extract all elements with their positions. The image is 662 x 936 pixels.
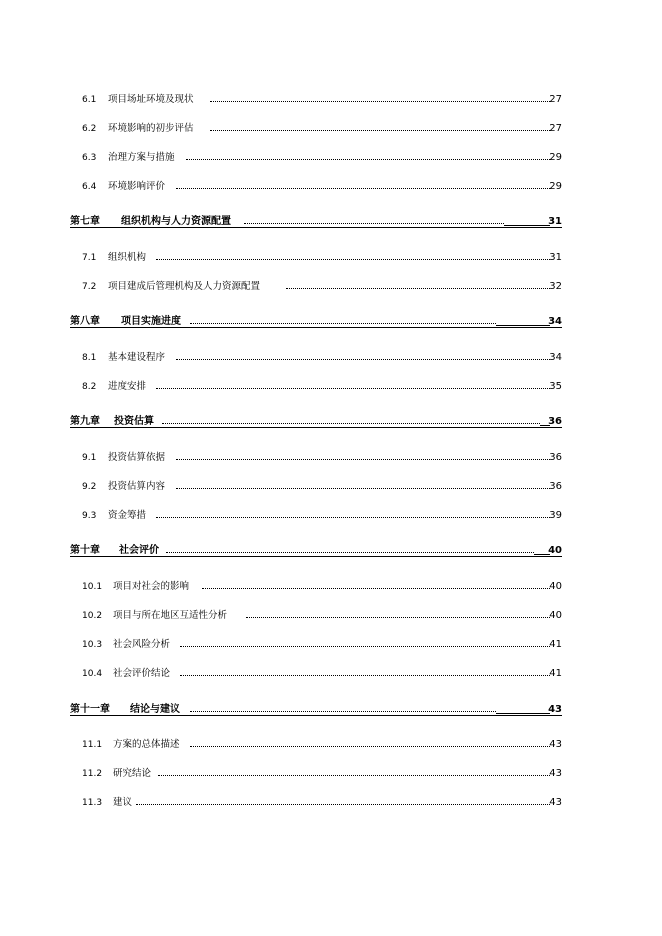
toc-entry-title: 投资估算依据: [108, 452, 166, 463]
toc-entry-title: 方案的总体描述: [113, 739, 180, 750]
dot-leader: [186, 159, 550, 160]
toc-entry-number: 6.2: [82, 124, 97, 134]
leader-rule: [504, 225, 550, 226]
dot-leader: [166, 552, 534, 553]
toc-entry-title: 治理方案与措施: [108, 152, 175, 163]
toc-entry-10-2[interactable]: [0, 609, 662, 623]
toc-entry-number: 11.3: [82, 798, 103, 808]
toc-entry-page: 31: [549, 252, 562, 263]
toc-entry-9-2[interactable]: [0, 480, 662, 494]
toc-entry-number: 11.2: [82, 769, 103, 779]
toc-entry-page: 27: [549, 94, 562, 105]
toc-entry-page: 29: [549, 152, 562, 163]
dot-leader: [190, 323, 496, 324]
toc-entry-title: 项目与所在地区互适性分析: [113, 610, 228, 621]
toc-entry-6-2[interactable]: [0, 122, 662, 136]
toc-entry-number: 9.2: [82, 482, 97, 492]
toc-entry-number: 10.1: [82, 582, 103, 592]
dot-leader: [176, 188, 550, 189]
toc-chapter-title: 社会评价: [119, 545, 159, 556]
toc-entry-6-1[interactable]: [0, 93, 662, 107]
toc-entry-page: 43: [549, 797, 562, 808]
leader-rule: [496, 713, 550, 714]
dot-leader: [202, 588, 550, 589]
toc-chapter-title: 结论与建议: [130, 704, 180, 715]
toc-chapter-number: 第十章: [70, 545, 100, 556]
toc-chapter-number: 第八章: [70, 316, 100, 327]
leader-rule: [496, 325, 550, 326]
toc-entry-number: 6.4: [82, 182, 97, 192]
toc-entry-8-2[interactable]: [0, 380, 662, 394]
dot-leader: [156, 259, 550, 260]
toc-entry-title: 社会风险分析: [113, 639, 171, 650]
toc-entry-10-3[interactable]: [0, 638, 662, 652]
toc-entry-page: 27: [549, 123, 562, 134]
toc-entry-number: 7.2: [82, 282, 97, 292]
toc-entry-page: 43: [549, 739, 562, 750]
toc-entry-number: 8.2: [82, 382, 97, 392]
toc-entry-number: 6.3: [82, 153, 97, 163]
toc-chapter-page: 34: [548, 316, 562, 327]
dot-leader: [246, 617, 550, 618]
toc-chapter-title: 项目实施进度: [121, 316, 181, 327]
toc-chapter-page: 31: [548, 216, 562, 227]
toc-entry-page: 39: [549, 510, 562, 521]
toc-entry-number: 6.1: [82, 95, 97, 105]
toc-entry-page: 41: [549, 639, 562, 650]
toc-chapter-9[interactable]: [0, 415, 662, 429]
dot-leader: [156, 517, 550, 518]
dot-leader: [190, 746, 550, 747]
toc-entry-10-4[interactable]: [0, 667, 662, 681]
dot-leader: [190, 711, 496, 712]
dot-leader: [156, 388, 550, 389]
toc-entry-8-1[interactable]: [0, 351, 662, 365]
dot-leader: [176, 359, 550, 360]
chapter-underline: [70, 427, 562, 428]
toc-chapter-page: 43: [548, 704, 562, 715]
toc-entry-number: 8.1: [82, 353, 97, 363]
toc-entry-page: 32: [549, 281, 562, 292]
toc-entry-title: 基本建设程序: [108, 352, 166, 363]
toc-entry-page: 40: [549, 581, 562, 592]
toc-entry-number: 10.2: [82, 611, 103, 621]
toc-entry-page: 34: [549, 352, 562, 363]
toc-entry-number: 10.4: [82, 669, 103, 679]
toc-entry-9-3[interactable]: [0, 509, 662, 523]
toc-entry-7-2[interactable]: [0, 280, 662, 294]
dot-leader: [136, 804, 550, 805]
toc-chapter-number: 第七章: [70, 216, 100, 227]
toc-entry-title: 资金筹措: [108, 510, 147, 521]
toc-chapter-title: 组织机构与人力资源配置: [121, 216, 231, 227]
toc-entry-title: 研究结论: [113, 768, 152, 779]
dot-leader: [210, 101, 550, 102]
toc-chapter-10[interactable]: [0, 544, 662, 558]
toc-entry-number: 7.1: [82, 253, 97, 263]
chapter-underline: [70, 715, 562, 716]
toc-entry-number: 10.3: [82, 640, 103, 650]
toc-entry-title: 建议: [113, 797, 133, 808]
toc-chapter-number: 第十一章: [70, 704, 110, 715]
toc-chapter-page: 36: [548, 416, 562, 427]
toc-chapter-number: 第九章: [70, 416, 100, 427]
toc-entry-11-3[interactable]: [0, 796, 662, 810]
dot-leader: [158, 775, 550, 776]
dot-leader: [244, 223, 504, 224]
toc-entry-page: 36: [549, 452, 562, 463]
toc-entry-title: 社会评价结论: [113, 668, 171, 679]
dot-leader: [176, 488, 550, 489]
toc-entry-11-2[interactable]: [0, 767, 662, 781]
toc-entry-title: 项目对社会的影响: [113, 581, 190, 592]
toc-entry-title: 进度安排: [108, 381, 147, 392]
toc-entry-number: 11.1: [82, 740, 103, 750]
toc-entry-title: 环境影响的初步评估: [108, 123, 194, 134]
toc-chapter-7[interactable]: [0, 215, 662, 229]
toc-chapter-11[interactable]: [0, 703, 662, 717]
toc-entry-page: 40: [549, 610, 562, 621]
toc-entry-6-4[interactable]: [0, 180, 662, 194]
dot-leader: [286, 288, 550, 289]
toc-entry-title: 环境影响评价: [108, 181, 166, 192]
dot-leader: [180, 675, 550, 676]
toc-entry-10-1[interactable]: [0, 580, 662, 594]
toc-entry-page: 43: [549, 768, 562, 779]
dot-leader: [180, 646, 550, 647]
chapter-underline: [70, 327, 562, 328]
toc-entry-number: 9.3: [82, 511, 97, 521]
dot-leader: [162, 423, 540, 424]
toc-entry-11-1[interactable]: [0, 738, 662, 752]
chapter-underline: [70, 556, 562, 557]
toc-entry-title: 项目建成后管理机构及人力资源配置: [108, 281, 261, 292]
toc-entry-7-1[interactable]: [0, 251, 662, 265]
toc-entry-page: 41: [549, 668, 562, 679]
toc-chapter-title: 投资估算: [114, 416, 154, 427]
toc-chapter-8[interactable]: [0, 315, 662, 329]
toc-entry-page: 35: [549, 381, 562, 392]
toc-entry-6-3[interactable]: [0, 151, 662, 165]
dot-leader: [176, 459, 550, 460]
toc-entry-page: 36: [549, 481, 562, 492]
toc-entry-page: 29: [549, 181, 562, 192]
toc-entry-title: 投资估算内容: [108, 481, 166, 492]
dot-leader: [210, 130, 550, 131]
toc-entry-number: 9.1: [82, 453, 97, 463]
toc-entry-title: 项目场址环境及现状: [108, 94, 194, 105]
chapter-underline: [70, 227, 562, 228]
toc-entry-title: 组织机构: [108, 252, 147, 263]
toc-chapter-page: 40: [548, 545, 562, 556]
toc-entry-9-1[interactable]: [0, 451, 662, 465]
